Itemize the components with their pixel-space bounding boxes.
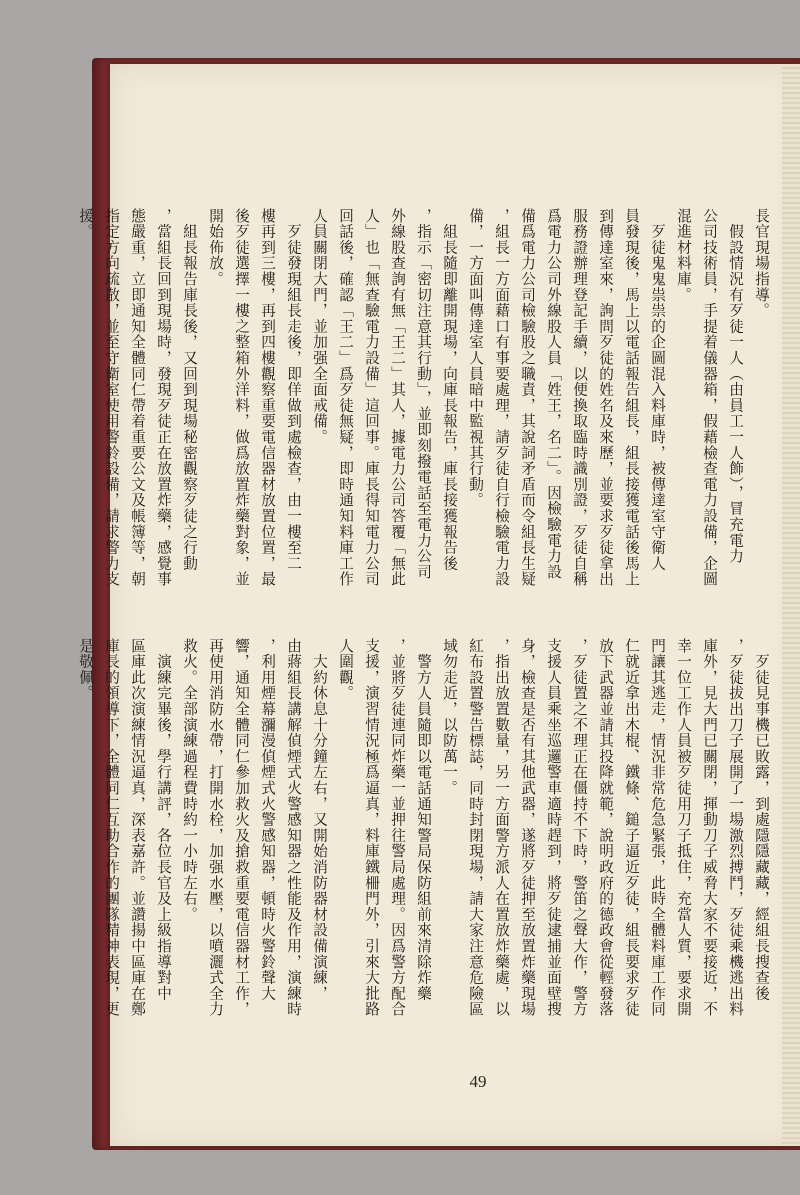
text-column: 支援人員乘坐巡邏警車適時趕到，將歹徒逮捕並面壁搜 [545, 638, 562, 1018]
text-column: 歹徒鬼鬼祟祟的企圖混入料庫時，被傳達室守衛人 [649, 208, 666, 572]
text-column: 身，檢查是否有其他武器，遂將歹徒押至放置炸藥現場 [519, 638, 536, 1018]
text-column: 爲電力公司外線股人員「姓王，名二」。因檢驗電力設 [545, 208, 562, 580]
text-column: 支援，演習情況極爲逼真，料庫鐵柵門外，引來大批路 [363, 638, 380, 1018]
page-edge [782, 64, 800, 1146]
text-column: 指定方向疏散，並至守衛室使用警鈴設備，請求警力支 [103, 208, 120, 588]
text-column: 再使用消防水帶，打開水栓，加强水壓，以噴灑式全力 [207, 638, 224, 1018]
text-column: 門讓其逃走，情況非常危急緊張，此時全體料庫工作同 [649, 638, 666, 1018]
text-column: 幸一位工作人員被歹徒用刀子抵住，充當人質，要求開 [675, 638, 692, 1018]
text-column: ，利用煙幕瀰漫偵煙式火警感知器，頓時火警鈴聲大 [259, 638, 276, 1002]
text-column: 庫外，見大門已關閉，揮動刀子威脅大家不要接近，不 [701, 638, 718, 1018]
text-column: 救火。全部演練過程費時約一小時左右。 [181, 638, 198, 923]
text-column: 援。 [77, 208, 94, 240]
text-column: 區庫此次演練情況逼真，深表嘉許。並讚揚中區庫在鄭 [129, 638, 146, 1018]
text-column: ，指出放置數量，另一方面警方派人在置放炸藥處，以 [493, 638, 510, 1018]
text-column: 由蔣組長講解偵煙式火警感知器之性能及作用，演練時 [285, 638, 302, 1018]
lower-text-block [77, 638, 774, 1068]
upper-text-block [77, 208, 774, 638]
text-column: 人員關閉大門，並加强全面戒備。 [311, 208, 328, 445]
text-column: 公司技術員，手提着儀器箱，假藉檢查電力設備，企圖 [701, 208, 718, 588]
text-column: 紅布設置警告標誌，同時封閉現場，請大家注意危險區 [467, 638, 484, 1018]
text-column: ，歹徒置之不理正在僵持不下時，警笛之聲大作，警方 [571, 638, 588, 1018]
text-column: 歹徒發現組長走後，即佯做到處檢查，由一樓至二 [285, 208, 302, 572]
text-column: ，歹徒拔出刀子展開了一場激烈搏鬥，歹徒乘機逃出料 [727, 638, 744, 1018]
text-column: 歹徒見事機已敗露，到處隱隱藏藏，經組長搜查後 [753, 638, 770, 1002]
text-column: 服務證辦理登記手續，以便換取臨時識別證，歹徒自稱 [571, 208, 588, 588]
text-column: ，並將歹徒連同炸藥一並押往警局處理。因爲警方配合 [389, 638, 406, 1018]
text-column: 域勿走近，以防萬一。 [441, 638, 458, 796]
text-column: 大約休息十分鐘左右，又開始消防器材設備演練， [311, 638, 328, 1002]
text-column: 備爲電力公司檢驗股之職責，其說詞矛盾而令組長生疑 [519, 208, 536, 588]
text-column: 到傳達室來，詢問歹徒的姓名及來歷，並要求歹徒拿出 [597, 208, 614, 588]
text-column: 組長報告庫長後，又回到現場秘密觀察歹徒之行動 [181, 208, 198, 572]
text-column: 人圍觀。 [337, 638, 354, 702]
text-column: 假設情況有歹徒一人（由員工一人飾），冒充電力 [727, 208, 744, 565]
text-column: ，當組長回到現場時，發現歹徒正在放置炸藥，感覺事 [155, 208, 172, 588]
text-column: 警方人員隨即以電話通知警局保防組前來清除炸藥 [415, 638, 432, 1002]
text-column: 庫長的領導下，全體同仁互助合作的團隊精神表現，更 [103, 638, 120, 1018]
page-number: 49 [469, 1072, 487, 1091]
text-column: 開始佈放。 [207, 208, 224, 287]
text-column: 員發現後，馬上以電話報告組長，組長接獲電話後馬上 [623, 208, 640, 588]
text-column: 態嚴重，立即通知全體同仁帶着重要公文及帳簿等，朝 [129, 208, 146, 588]
text-column: ，指示「密切注意其行動」，並即刻撥電話至電力公司 [415, 208, 432, 580]
text-column: 響，通知全體同仁參加救火及搶救重要電信器材工作， [233, 638, 250, 1018]
text-column: 備，一方面叫傳達室人員暗中監視其行動。 [467, 208, 484, 509]
text-column: 混進材料庫。 [675, 208, 692, 303]
text-column: 外線股查詢有無「王二」其人，據電力公司答覆「無此 [389, 208, 406, 588]
text-column: 樓再到三樓，再到四樓觀察重要電信器材放置位置，最 [259, 208, 276, 588]
text-column: 人」也「無查驗電力設備」這回事。庫長得知電力公司 [363, 208, 380, 588]
text-column: 組長隨即離開現場，向庫長報告，庫長接獲報告後 [441, 208, 458, 572]
text-column: 放下武器並請其投降就範，說明政府的德政會從輕發落 [597, 638, 614, 1018]
text-column: ，組長一方面藉口有事要處理，請歹徒自行檢驗電力設 [493, 208, 510, 588]
text-column: 長官現場指導。 [753, 208, 770, 319]
text-column: 演練完畢後，學行講評，各位長官及上級指導對中 [155, 638, 172, 1002]
text-column: 回話後，確認「王二」爲歹徒無疑，即時通知料庫工作 [337, 208, 354, 588]
text-column: 是敬佩。 [77, 638, 94, 702]
text-column: 後歹徒選擇一樓之整箱外洋料，做爲放置炸藥對象，並 [233, 208, 250, 588]
text-column: 仁就近拿出木棍、鐵條、鎚子逼近歹徒，組長要求歹徒 [623, 638, 640, 1018]
